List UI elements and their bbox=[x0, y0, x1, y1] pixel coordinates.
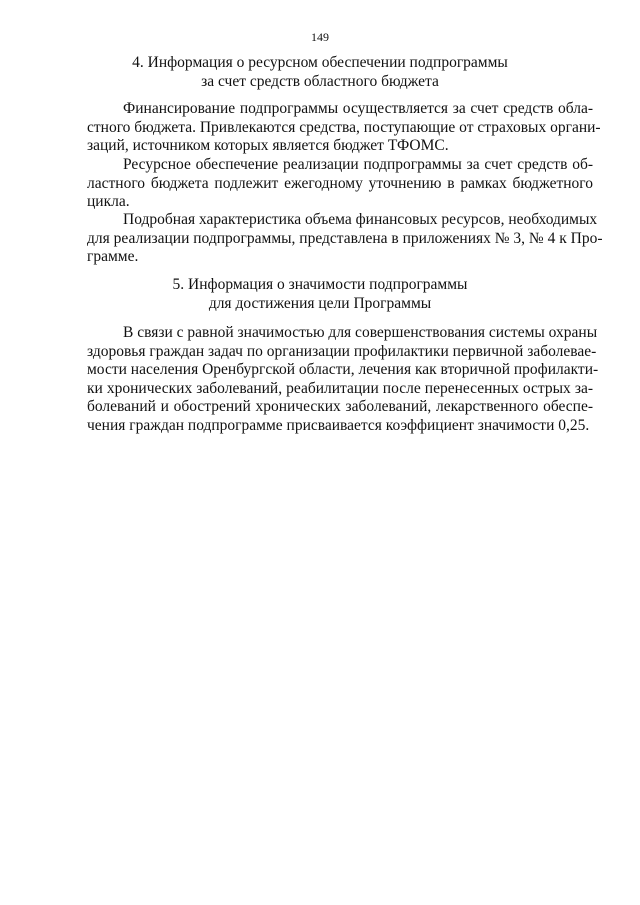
section-5-heading-line: для достижения цели Программы bbox=[208, 294, 432, 312]
paragraph-line: ки хронических заболеваний, реабилитации после перенесенных острых за- bbox=[87, 379, 593, 397]
section-5-heading bbox=[0, 276, 640, 313]
section-4-heading bbox=[0, 54, 640, 91]
paragraph-line: болеваний и обострений хронических заболеваний, лекарственного обеспе- bbox=[87, 398, 593, 415]
paragraph-line: для реализации подпрограммы, представлена в приложениях № 3, № 4 к Про- bbox=[87, 229, 603, 247]
section-4-heading-line: за счет средств областного бюджета bbox=[201, 72, 439, 90]
paragraph-line: цикла. bbox=[87, 193, 130, 210]
paragraph-line: заций, источником которых является бюджет ТФОМС. bbox=[87, 137, 449, 154]
paragraph-line: здоровья граждан задач по организации профилактики первичной заболевае- bbox=[87, 342, 597, 360]
paragraph-line: Ресурсное обеспечение реализации подпрограммы за счет средств об- bbox=[123, 156, 593, 173]
paragraph-line: Финансирование подпрограммы осуществляется за счет средств обла- bbox=[123, 100, 593, 117]
paragraph-line: Подробная характеристика объема финансовых ресурсов, необходимых bbox=[123, 211, 598, 228]
paragraph-line: чения граждан подпрограмме присваивается коэффициент значимости 0,25. bbox=[87, 416, 590, 434]
section-5-heading-line: 5. Информация о значимости подпрограммы bbox=[172, 276, 468, 293]
section-4-paragraph-characteristics bbox=[87, 211, 603, 267]
paragraph-line: ластного бюджета подлежит ежегодному уточнению в рамках бюджетного bbox=[87, 174, 593, 192]
section-4-paragraph-resources bbox=[87, 156, 593, 212]
page-number: 149 bbox=[311, 30, 329, 44]
section-4-paragraph-financing bbox=[87, 100, 601, 156]
paragraph-line: мости населения Оренбургской области, лечения как вторичной профилакти- bbox=[87, 361, 599, 378]
paragraph-line: грамме. bbox=[87, 248, 139, 265]
section-5-paragraph-significance bbox=[87, 324, 599, 435]
paragraph-line: В связи с равной значимостью для совершенствования системы охраны bbox=[123, 324, 598, 341]
section-4-heading-line: 4. Информация о ресурсном обеспечении подпрограммы bbox=[132, 54, 508, 71]
paragraph-line: стного бюджета. Привлекаются средства, поступающие от страховых органи- bbox=[87, 118, 601, 136]
